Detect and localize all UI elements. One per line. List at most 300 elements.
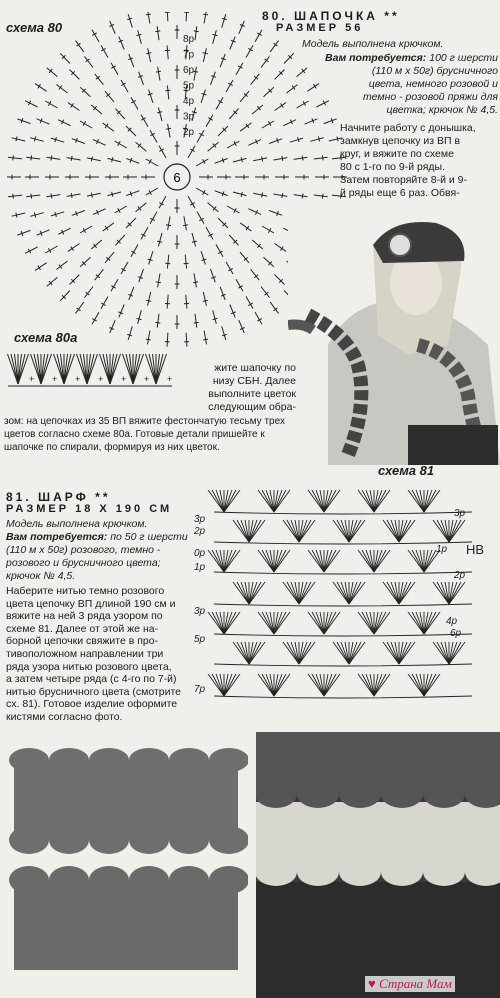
scarf-stitch [216,550,224,572]
row-label-right: 6р [450,628,462,639]
scallop [89,866,129,894]
stitch-mark [131,97,138,109]
schema-80a-diagram [6,348,174,394]
scarf-stitch [416,612,424,634]
text-line: сх. 81). Готовое изделие оформите [6,698,178,711]
sc-mark: + [29,374,35,384]
stitch-mark [294,195,308,197]
scarf-stitch [249,642,257,664]
section-80-size: РАЗМЕР 56 [276,22,364,34]
stitch-crossbar [193,282,198,283]
scallop [169,866,209,894]
stitch-mark [93,209,106,215]
stitch-crossbar [157,241,162,242]
section-81-need-line: крючок № 4,5. [6,570,76,582]
stitch-mark [220,54,225,67]
stitch-mark [8,195,22,197]
scarf-stitch [224,550,232,572]
scallop [129,748,169,772]
stitch-mark [80,226,92,233]
stitch-crossbar [77,308,81,311]
stitch-mark [274,158,288,160]
scarf-stitch [374,612,382,634]
stitch-mark [108,158,122,162]
scallop [256,780,297,808]
text-line: круг, и вяжите по схеме [340,148,454,160]
stitch-crossbar [274,43,278,46]
stitch-crossbar [318,137,319,142]
scarf-stitch [424,674,432,696]
stitch-mark [141,115,148,127]
stitch-mark [26,157,40,159]
stitch-crossbar [203,14,208,15]
stitch-mark [80,121,92,128]
stitch-mark [141,227,148,239]
stitch-mark [314,157,328,159]
stitch-mark [45,101,57,108]
scallop [49,866,89,894]
stitch-mark [12,138,26,141]
stitch-mark [26,195,40,197]
stitch-mark [110,21,116,34]
stitch-mark [131,245,138,257]
stitch-crossbar [71,156,72,161]
scarf-stitch [449,642,457,664]
stitch-crossbar [166,128,171,129]
scallop [129,826,169,854]
scarf-stitch [424,490,432,512]
stitch-crossbar [282,156,283,161]
fan-stitch [57,354,64,384]
stitch-mark [47,195,61,197]
scallop [9,748,49,772]
stitch-mark [25,247,37,253]
stitch-mark [148,48,151,62]
hat-scarf-photo [288,205,500,465]
scarf-stitch [216,674,224,696]
stitch-mark [211,269,216,282]
scarf-stitch [316,550,324,572]
text-line: нитью брусничного цвета (смотрите [6,685,182,698]
row-label-right: НВ [466,542,485,557]
row-label: 6р [183,65,195,76]
text-line: тивоположном направлении три [6,647,164,660]
stitch-crossbar [322,194,323,199]
scarf-stitch [266,550,274,572]
stitch-mark [290,138,303,142]
text-line: жите шапочку по [214,362,296,374]
stitch-crossbar [213,318,218,319]
stitch-crossbar [281,103,284,107]
scarf-stitch [224,612,232,634]
stitch-mark [246,45,253,57]
stitch-crossbar [71,247,74,251]
stitch-mark [197,212,204,224]
text-line: зом: на цепочках из 35 ВП вяжите фестончатую тесьму трех [4,416,285,427]
section-81-model: Модель выполнена крючком. [6,518,148,530]
stitch-mark [239,320,245,333]
stitch-mark [211,72,216,85]
stitch-crossbar [13,155,14,160]
stitch-mark [226,80,233,92]
scarf-stitch [341,520,349,542]
stitch-mark [167,45,168,59]
stitch-crossbar [282,193,283,198]
stitch-mark [158,274,160,288]
stitch-mark [121,80,128,92]
stitch-crossbar [146,339,151,340]
scarf-band-light [256,802,500,872]
stitch-mark [215,191,228,196]
scarf-stitch [316,612,324,634]
scarf-stitch [374,550,382,572]
stitch-crossbar [31,194,32,199]
section-81-materials [6,531,206,583]
stitch-mark [226,262,233,274]
stitch-mark [146,159,158,166]
schema-81-diagram [192,476,500,708]
row-label-left: 3р [194,514,206,525]
text-line: 80 с 1-го по 9-й ряды. [340,161,446,173]
stitch-crossbar [194,322,199,323]
scarf-stitch [274,490,282,512]
scarf-stitch [291,642,299,664]
stitch-mark [239,21,245,34]
text-line: Затем повторяйте 8-й и 9- [340,174,467,186]
stitch-mark [201,251,205,264]
row-label-left: 0р [194,548,206,559]
stitch-mark [87,193,101,196]
stitch-mark [148,331,150,345]
chain-row [214,696,472,698]
stitch-crossbar [222,334,227,335]
section-80-need-line: цвета, немного розовой и [368,78,498,90]
text-line: выполните цветок [208,388,296,400]
stitch-crossbar [184,263,189,264]
stitch-crossbar [194,31,199,32]
stitch-crossbar [222,18,227,19]
stitch-crossbar [16,213,17,218]
stitch-mark [206,227,213,239]
scarf-stitch [366,550,374,572]
stitch-crossbar [13,194,14,199]
stitch-mark [262,121,274,128]
scallop [9,826,49,854]
scarf-stitch [441,520,449,542]
scarf-stitch [366,490,374,512]
stitch-mark [126,159,139,164]
stitch-crossbar [281,247,284,251]
fan-stitch [126,354,133,384]
stitch-mark [297,101,309,108]
stitch-crossbar [192,241,197,242]
chain-row [214,664,472,666]
stitch-mark [138,30,142,44]
scarf-stitch [441,582,449,604]
stitch-crossbar [16,137,17,142]
stitch-crossbar [262,193,263,198]
stitch-mark [283,120,296,126]
stitch-crossbar [337,137,338,142]
chain-row [214,542,472,544]
stitch-mark [253,193,267,196]
scarf-stitch [224,674,232,696]
stitch-crossbar [105,124,108,128]
stitch-mark [203,48,206,62]
scallop [169,748,209,772]
fan-stitch [103,354,110,384]
stitch-crossbar [157,112,162,113]
stitch-crossbar [203,53,208,54]
stitch-mark [51,138,64,142]
stitch-crossbar [246,124,249,128]
scarf-stitch [274,612,282,634]
stitch-crossbar [262,157,263,162]
stitch-mark [314,195,328,197]
stitch-mark [129,54,134,67]
stitch-mark [111,63,118,75]
scarf-stitch [416,550,424,572]
stitch-mark [115,141,127,148]
stitch-mark [236,63,243,75]
row-label-left: 7р [194,684,206,695]
row-label: 8р [183,34,195,45]
stitch-crossbar [34,213,35,218]
scallop [209,748,248,772]
stitch-mark [110,320,116,333]
stitch-mark [220,287,225,300]
stitch-mark [197,130,204,142]
stitch-mark [128,14,132,28]
scarf-stitch [391,642,399,664]
stitch-mark [72,139,85,144]
stitch-mark [30,213,44,217]
stitch-mark [204,12,206,23]
stitch-mark [148,12,150,23]
stitch-mark [67,194,81,196]
stitch-crossbar [155,322,160,323]
scallop [209,826,248,854]
scarf-strip [14,880,238,970]
stitch-mark [324,119,337,124]
stitch-mark [157,314,159,328]
scarf-stitch [424,550,432,572]
text-line: цвета цепочку ВП длиной 190 см и [6,597,176,610]
scarf-stitch [391,520,399,542]
stitch-mark [149,90,153,103]
stitch-mark [121,262,128,274]
stitch-mark [222,14,226,28]
section-80-need-line: (110 м х 50г) брусничного [371,65,498,77]
scarf-stitch [224,490,232,512]
schema-80-center: 6 [173,170,181,185]
sc-mark: + [167,374,173,384]
stitch-mark [233,192,247,196]
stitch-mark [233,158,247,162]
text-line: следующим обра- [208,401,296,413]
stitch-mark [167,86,168,100]
stitch-crossbar [183,225,188,226]
stitch-mark [203,292,206,306]
stitch-crossbar [203,339,208,340]
stitch-crossbar [146,14,151,15]
scarf-stitch [349,642,357,664]
scarf-stitch [266,674,274,696]
row-label: 2р [183,127,195,138]
scarf-stitch [241,520,249,542]
stitch-mark [158,233,162,247]
stitch-mark [150,212,157,224]
stitch-mark [195,26,197,40]
stitch-mark [146,188,158,195]
stitch-crossbar [155,31,160,32]
stitch-crossbar [112,157,113,162]
chain-row [214,512,472,514]
text-line: Наберите нитью темно розового [6,585,165,597]
scarf-stitch [299,582,307,604]
schema-80a-label: схема 80а [14,330,78,345]
stitch-mark [167,12,168,21]
scallop [49,826,89,854]
sc-mark: + [98,374,104,384]
stitch-mark [216,245,223,257]
scallop [169,826,209,854]
scallop [49,748,89,772]
stitch-mark [150,130,157,142]
stitch-mark [168,216,171,230]
text-line: ряда узора нитью розового цвета, [6,660,172,673]
stitch-mark [168,124,171,138]
scarf-stitch [424,612,432,634]
stitch-mark [255,30,262,42]
scallop [297,858,339,886]
scarf-stitch [416,674,424,696]
stitch-crossbar [165,263,170,264]
stitch-mark [305,119,318,124]
stitch-mark [158,67,160,81]
stitch-mark [148,292,151,306]
section-80-title: 80. ШАПОЧКА ** [262,9,400,23]
stitch-crossbar [127,334,132,335]
scarf-stitch [374,490,382,512]
stitch-crossbar [71,103,74,107]
stitch-mark [25,101,37,107]
scallop [423,780,465,808]
scarf-stitch [441,642,449,664]
stitch-mark [255,312,262,324]
stitch-mark [30,138,44,142]
stitch-mark [274,194,288,196]
section-81-need-line: розового и брусничного цвета; [6,557,161,569]
scallop [89,748,129,772]
scallop [297,780,339,808]
section-80-materials [312,52,498,117]
stitch-mark [111,279,118,291]
stitch-mark [126,191,139,196]
schema-81-label: схема 81 [378,463,435,478]
scarf-stitch [341,582,349,604]
stitch-crossbar [246,226,249,230]
scarf-band-dark [256,732,500,792]
scarf-stitch [416,490,424,512]
scallop [381,780,423,808]
stitch-mark [92,30,99,42]
stitch-crossbar [302,156,303,161]
section-81-size: РАЗМЕР 18 Х 190 СМ [6,503,173,515]
stitch-mark [17,230,30,235]
stitch-mark [188,146,195,158]
scarf-stitch [299,520,307,542]
stitch-mark [51,212,64,216]
stitch-mark [269,139,282,144]
stitch-mark [167,295,168,309]
stitch-mark [35,263,47,271]
scarf-stitch [249,520,257,542]
stitch-mark [216,97,223,109]
stitch-mark [201,90,205,103]
stitch-mark [72,211,85,216]
scallop [129,866,169,894]
row-label: 7р [183,49,195,61]
scarf-stitch [241,582,249,604]
stitch-crossbar [322,155,323,160]
scallop [339,858,381,886]
stitch-mark [92,312,99,324]
stitch-mark [139,269,144,282]
scarf-stitch [324,674,332,696]
stitch-mark [236,279,243,291]
section-81-need-line: по 50 г шерсти [110,531,188,543]
stitch-crossbar [241,192,242,197]
text-line: вяжите на ней 3 ряда узором по [6,610,163,623]
stitch-mark [108,192,122,196]
stitch-mark [294,157,308,159]
stitch-mark [47,157,61,159]
stitch-mark [185,255,186,269]
stitch-mark [215,159,228,164]
stitch-mark [195,314,197,328]
fan-stitch [80,354,87,384]
stitch-mark [129,287,134,300]
stitch-crossbar [146,53,151,54]
stitch-mark [93,140,106,146]
stitch-mark [159,146,166,158]
scarf-stitch [324,612,332,634]
section-80a-full-text [4,415,304,454]
stitch-crossbar [137,318,142,319]
stitch-crossbar [166,225,171,226]
stitch-crossbar [77,43,81,46]
stitch-mark [119,37,124,50]
scarf-stitch [274,550,282,572]
stitch-mark [227,206,239,213]
scarf-stitch [266,490,274,512]
row-label-right: 1р [436,544,448,555]
stitch-mark [206,115,213,127]
scarf-stitch [324,490,332,512]
watermark [365,976,455,992]
stitch-crossbar [105,226,108,230]
stitch-mark [139,72,144,85]
row-label-left: 2р [194,526,206,537]
text-line: Начните работу с донышка, [340,122,476,134]
scarf-stitch [366,612,374,634]
stitch-mark [101,45,108,57]
stitch-mark [58,120,71,126]
stitch-mark [101,297,108,309]
stitch-crossbar [156,282,161,283]
text-line: борной цепочки свяжите в про- [6,635,159,648]
